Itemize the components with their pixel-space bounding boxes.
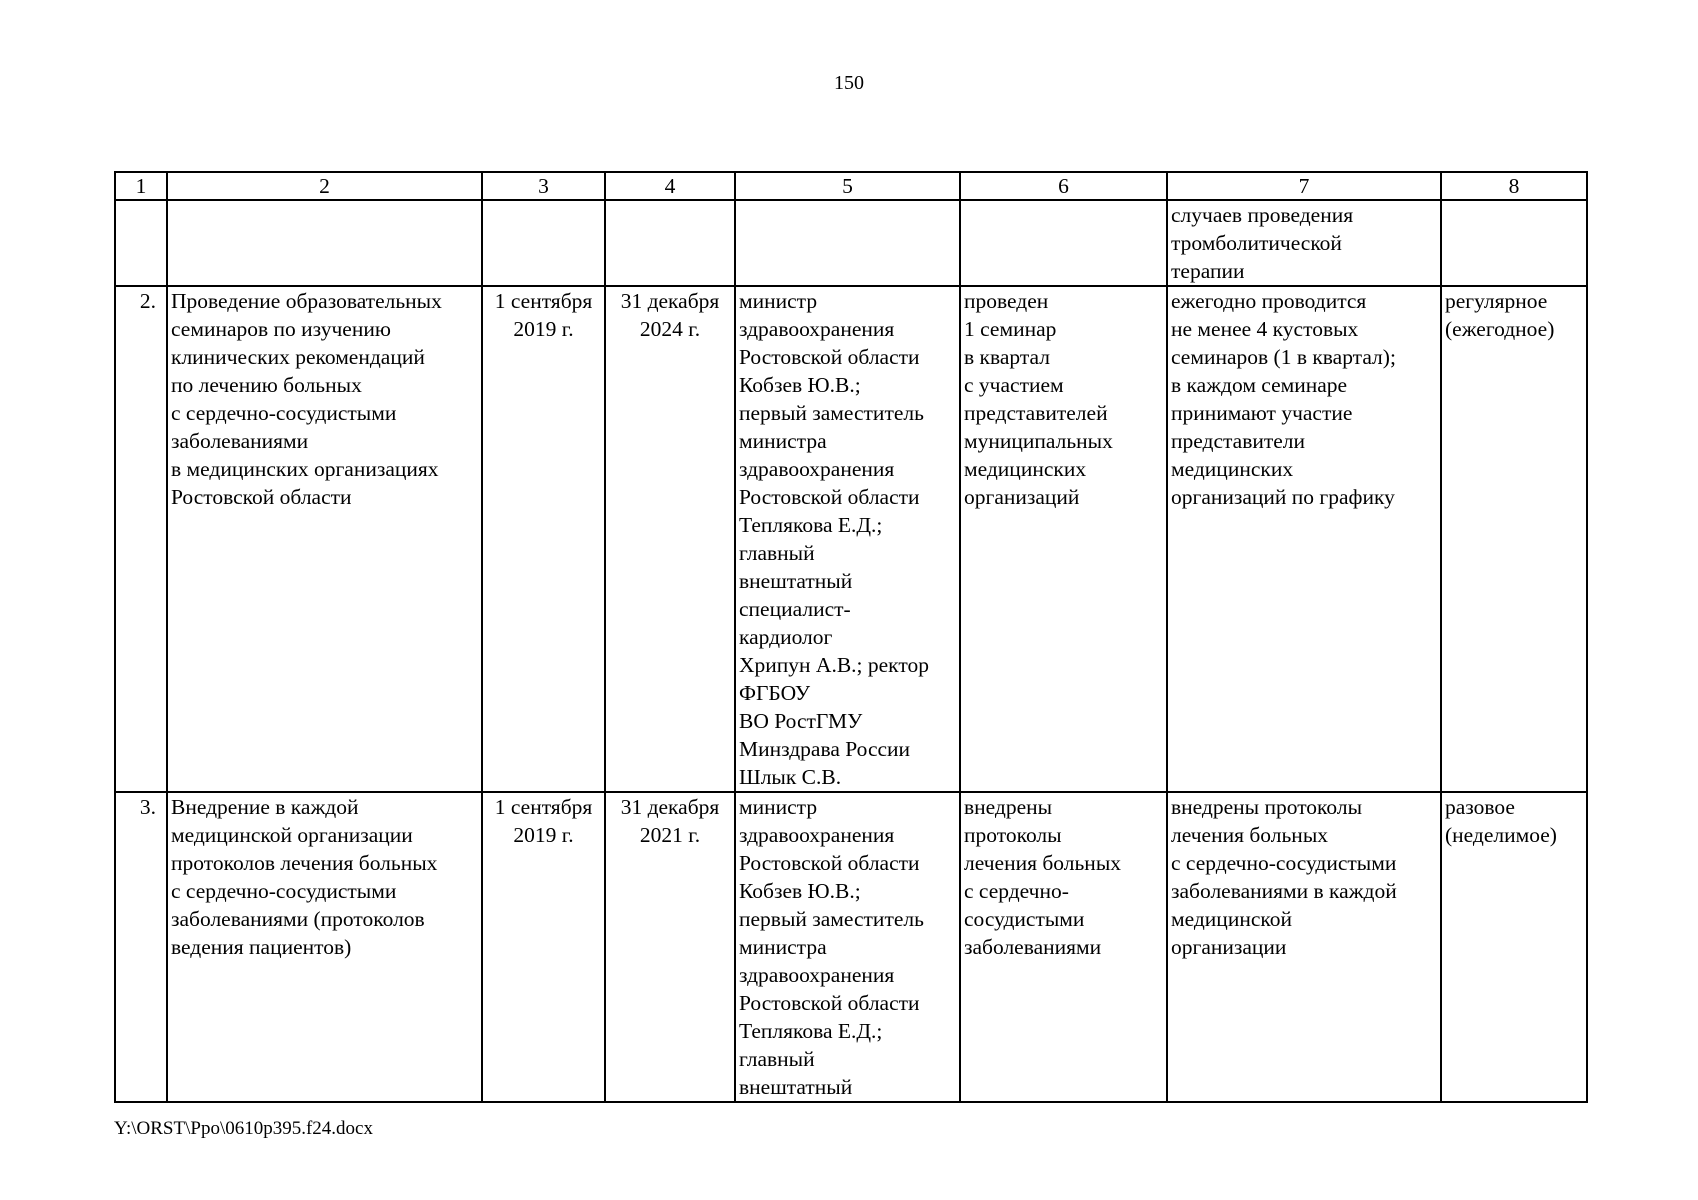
table-row-continuation — [115, 200, 1587, 286]
activity-type-cell: регулярное (ежегодное) — [1441, 286, 1587, 792]
indicator-cell: внедрены протоколы лечения больных с сердечно-сосудистыми заболеваниями в каждой медицинской организации — [1167, 792, 1441, 1102]
activity-name-cell: Внедрение в каждой медицинской организации протоколов лечения больных с сердечно-сосудистыми заболеваниями (протоколов ведения пациентов) — [167, 792, 482, 1102]
continuation-indicator-cell: случаев проведения тромболитической терапии — [1167, 200, 1441, 286]
header-cell: 4 — [605, 172, 735, 200]
header-cell: 2 — [167, 172, 482, 200]
plan-table — [114, 171, 1588, 1103]
table-cell — [960, 200, 1167, 286]
table-cell — [167, 200, 482, 286]
footer-file-path: Y:\ORST\Ppo\0610p395.f24.docx — [114, 1118, 373, 1139]
result-cell: внедрены протоколы лечения больных с сердечно- сосудистыми заболеваниями — [960, 792, 1167, 1102]
responsible-cell: министр здравоохранения Ростовской области Кобзев Ю.В.; первый заместитель министра здравоохранения Ростовской области Теплякова Е.Д.; главный внештатный специалист- кардиолог Хрипун А.В.; ректор ФГБОУ ВО РостГМУ Минздрава России Шлык С.В. — [735, 286, 960, 792]
indicator-cell: ежегодно проводится не менее 4 кустовых семинаров (1 в квартал); в каждом семинаре принимают участие представители медицинских организаций по графику — [1167, 286, 1441, 792]
header-cell: 5 — [735, 172, 960, 200]
row-number: 2. — [115, 286, 167, 792]
header-cell: 6 — [960, 172, 1167, 200]
end-date-cell: 31 декабря 2024 г. — [605, 286, 735, 792]
table-header-row — [115, 172, 1587, 200]
start-date-cell: 1 сентября 2019 г. — [482, 792, 605, 1102]
header-cell: 8 — [1441, 172, 1587, 200]
activity-name-cell: Проведение образовательных семинаров по изучению клинических рекомендаций по лечению больных с сердечно-сосудистыми заболеваниями в медицинских организациях Ростовской области — [167, 286, 482, 792]
header-cell: 3 — [482, 172, 605, 200]
start-date-cell: 1 сентября 2019 г. — [482, 286, 605, 792]
header-cell: 1 — [115, 172, 167, 200]
result-cell: проведен 1 семинар в квартал с участием представителей муниципальных медицинских организаций — [960, 286, 1167, 792]
row-number: 3. — [115, 792, 167, 1102]
table-row — [115, 792, 1587, 1102]
table-cell — [482, 200, 605, 286]
table-cell — [115, 200, 167, 286]
end-date-cell: 31 декабря 2021 г. — [605, 792, 735, 1102]
activity-type-cell: разовое (неделимое) — [1441, 792, 1587, 1102]
table-cell — [1441, 200, 1587, 286]
table-cell — [605, 200, 735, 286]
responsible-cell: министр здравоохранения Ростовской области Кобзев Ю.В.; первый заместитель министра здравоохранения Ростовской области Теплякова Е.Д.; главный внештатный — [735, 792, 960, 1102]
table-row — [115, 286, 1587, 792]
page-number: 150 — [834, 72, 864, 94]
table-cell — [735, 200, 960, 286]
header-cell: 7 — [1167, 172, 1441, 200]
